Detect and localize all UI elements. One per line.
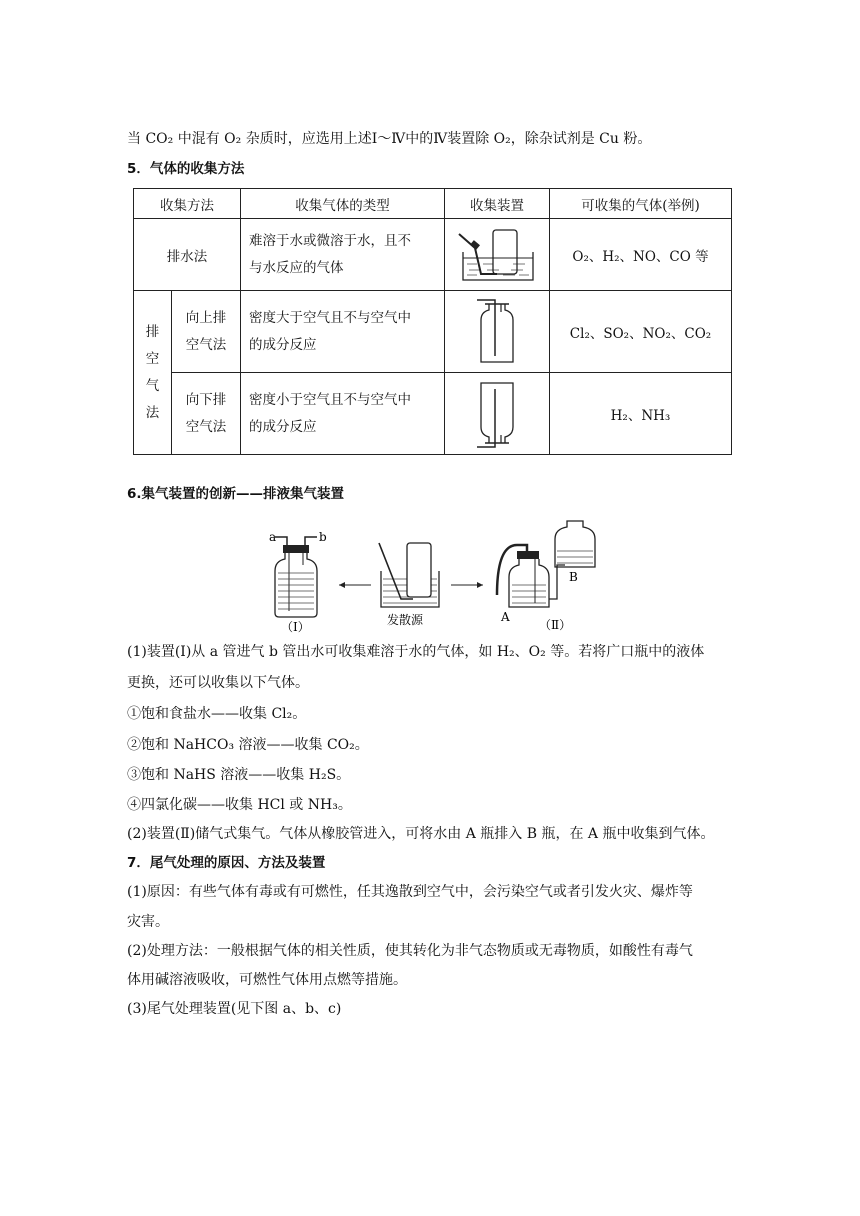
source-label: 发散源 — [387, 613, 424, 627]
section-5-heading: 5．气体的收集方法 — [127, 161, 245, 177]
list-item: ④四氯化碳——收集 HCl 或 NH₃。 — [127, 797, 352, 813]
section-7-para-1-line-1: (1)原因：有些气体有毒或有可燃性，任其逸散到空气中，会污染空气或者引发火灾、爆炸等 — [127, 884, 693, 900]
tube-a-label: a — [269, 530, 277, 544]
section-7-para-2-line-2: 体用碱溶液吸收，可燃性气体用点燃等措施。 — [127, 972, 407, 988]
section-6-para-1-line-1: (1)装置(Ⅰ)从 a 管进气 b 管出水可收集难溶于水的气体，如 H₂、O₂ 等。若将广口瓶中的液体 — [127, 644, 705, 660]
section-6-heading: 6.集气装置的创新——排液集气装置 — [127, 486, 345, 502]
section-7-para-2-line-1: (2)处理方法：一般根据气体的相关性质，使其转化为非气态物质或无毒物质，如酸性有毒气 — [127, 943, 693, 959]
downward-gases-cell: H₂、NH₃ — [550, 373, 732, 455]
apparatus-two — [497, 521, 595, 632]
section-6-para-1-line-2: 更换，还可以收集以下气体。 — [127, 675, 309, 691]
table-header-row — [134, 189, 732, 219]
water-apparatus-figure — [445, 219, 550, 291]
upward-method-cell: 向上排 空气法 — [172, 291, 241, 373]
figure-one-label: （Ⅰ） — [281, 620, 310, 633]
liquid-collection-figure — [265, 515, 605, 633]
divergence-source — [379, 543, 439, 627]
list-item: ③饱和 NaHS 溶液——收集 H₂S。 — [127, 767, 351, 783]
air-method-cell: 排 空 气 法 — [134, 291, 172, 455]
water-method-cell: 排水法 — [134, 219, 241, 291]
downward-method-cell: 向下排 空气法 — [172, 373, 241, 455]
bottle-b-label: B — [569, 570, 578, 584]
downward-type-cell: 密度小于空气且不与空气中 的成分反应 — [241, 373, 445, 455]
list-item: ②饱和 NaHCO₃ 溶液——收集 CO₂。 — [127, 737, 369, 753]
upward-gases-cell: Cl₂、SO₂、NO₂、CO₂ — [550, 291, 732, 373]
upward-type-cell: 密度大于空气且不与空气中 的成分反应 — [241, 291, 445, 373]
water-type-cell: 难溶于水或微溶于水，且不 与水反应的气体 — [241, 219, 445, 291]
header-method: 收集方法 — [134, 189, 241, 219]
tube-b-label: b — [319, 530, 327, 544]
table-row-water — [134, 219, 732, 291]
bottle-a-label: A — [501, 610, 510, 624]
figure-two-label: （Ⅱ） — [539, 618, 572, 632]
header-type: 收集气体的类型 — [241, 189, 445, 219]
section-7-para-3: (3)尾气处理装置(见下图 a、b、c) — [127, 1001, 342, 1017]
collection-methods-table — [133, 188, 732, 455]
upward-apparatus-figure — [445, 291, 550, 373]
section-7-heading: 7．尾气处理的原因、方法及装置 — [127, 855, 326, 871]
header-gases: 可收集的气体(举例) — [550, 189, 732, 219]
section-6-para-2: (2)装置(Ⅱ)储气式集气。气体从橡胶管进入，可将水由 A 瓶排入 B 瓶，在 A 瓶中收集到气体。 — [127, 826, 715, 842]
intro-line: 当 CO₂ 中混有 O₂ 杂质时，应选用上述Ⅰ～Ⅳ中的Ⅳ装置除 O₂，除杂试剂是 Cu 粉。 — [127, 131, 652, 147]
apparatus-one — [269, 530, 327, 633]
section-7-para-1-line-2: 灾害。 — [127, 914, 169, 930]
downward-apparatus-figure — [445, 373, 550, 455]
list-item: ①饱和食盐水——收集 Cl₂。 — [127, 706, 307, 722]
water-gases-cell: O₂、H₂、NO、CO 等 — [550, 219, 732, 291]
header-apparatus: 收集装置 — [445, 189, 550, 219]
table-row-downward — [134, 373, 732, 455]
table-row-upward — [134, 291, 732, 373]
